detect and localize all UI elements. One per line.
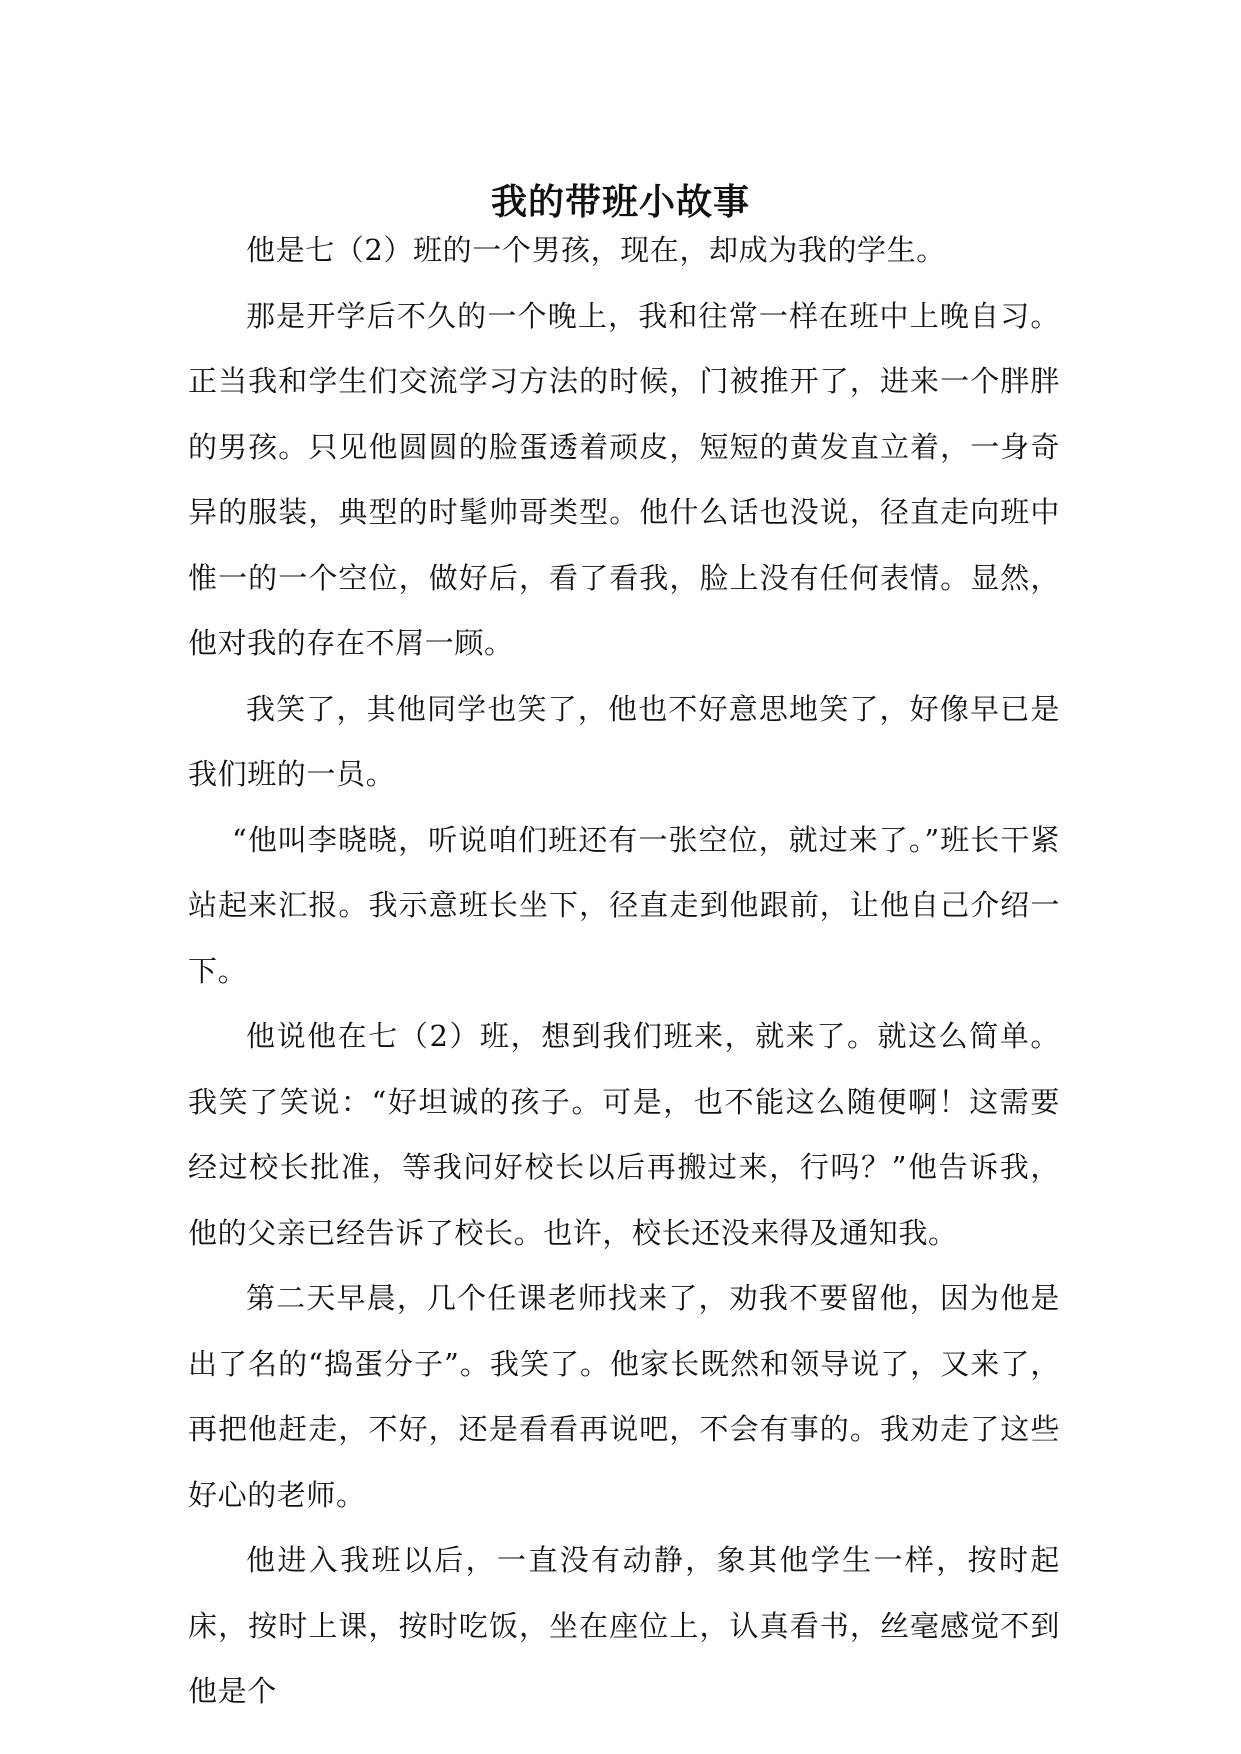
paragraph: 他进入我班以后，一直没有动静，象其他学生一样，按时起床，按时上课，按时吃饭，坐在座位上，认真看书，丝毫感觉不到他是个 — [188, 1543, 1060, 1708]
paragraph: 他说他在七（2）班，想到我们班来，就来了。就这么简单。我笑了笑说：“好坦诚的孩子。可是，也不能这么随便啊！这需要经过校长批准，等我问好校长以后再搬过来，行吗？”他告诉我，他的父亲已经告诉了校长。也许，校长还没来得及通知我。 — [188, 1019, 1060, 1250]
paragraph: “他叫李晓晓，听说咱们班还有一张空位，就过来了。”班长干紧站起来汇报。我示意班长坐下，径直走到他跟前，让他自己介绍一下。 — [188, 822, 1060, 988]
document-title: 我的带班小故事 — [490, 182, 750, 224]
paragraph: 他是七（2）班的一个男孩，现在，却成为我的学生。 — [246, 233, 946, 267]
paragraph: 我笑了，其他同学也笑了，他也不好意思地笑了，好像早已是我们班的一员。 — [188, 691, 1060, 791]
paragraph: 那是开学后不久的一个晚上，我和往常一样在班中上晚自习。正当我和学生们交流学习方法的时候，门被推开了，进来一个胖胖的男孩。只见他圆圆的脸蛋透着顽皮，短短的黄发直立着，一身奇异的服装，典型的时髦帅哥类型。他什么话也没说，径直走向班中惟一的一个空位，做好后，看了看我，脸上没有任何表情。显然，他对我的存在不屑一顾。 — [188, 298, 1060, 660]
document-body — [188, 218, 1060, 1725]
paragraph: 第二天早晨，几个任课老师找来了，劝我不要留他，因为他是出了名的“捣蛋分子”。我笑了。他家长既然和领导说了，又来了，再把他赶走，不好，还是看看再说吧，不会有事的。我劝走了这些好心的老师。 — [188, 1281, 1060, 1512]
